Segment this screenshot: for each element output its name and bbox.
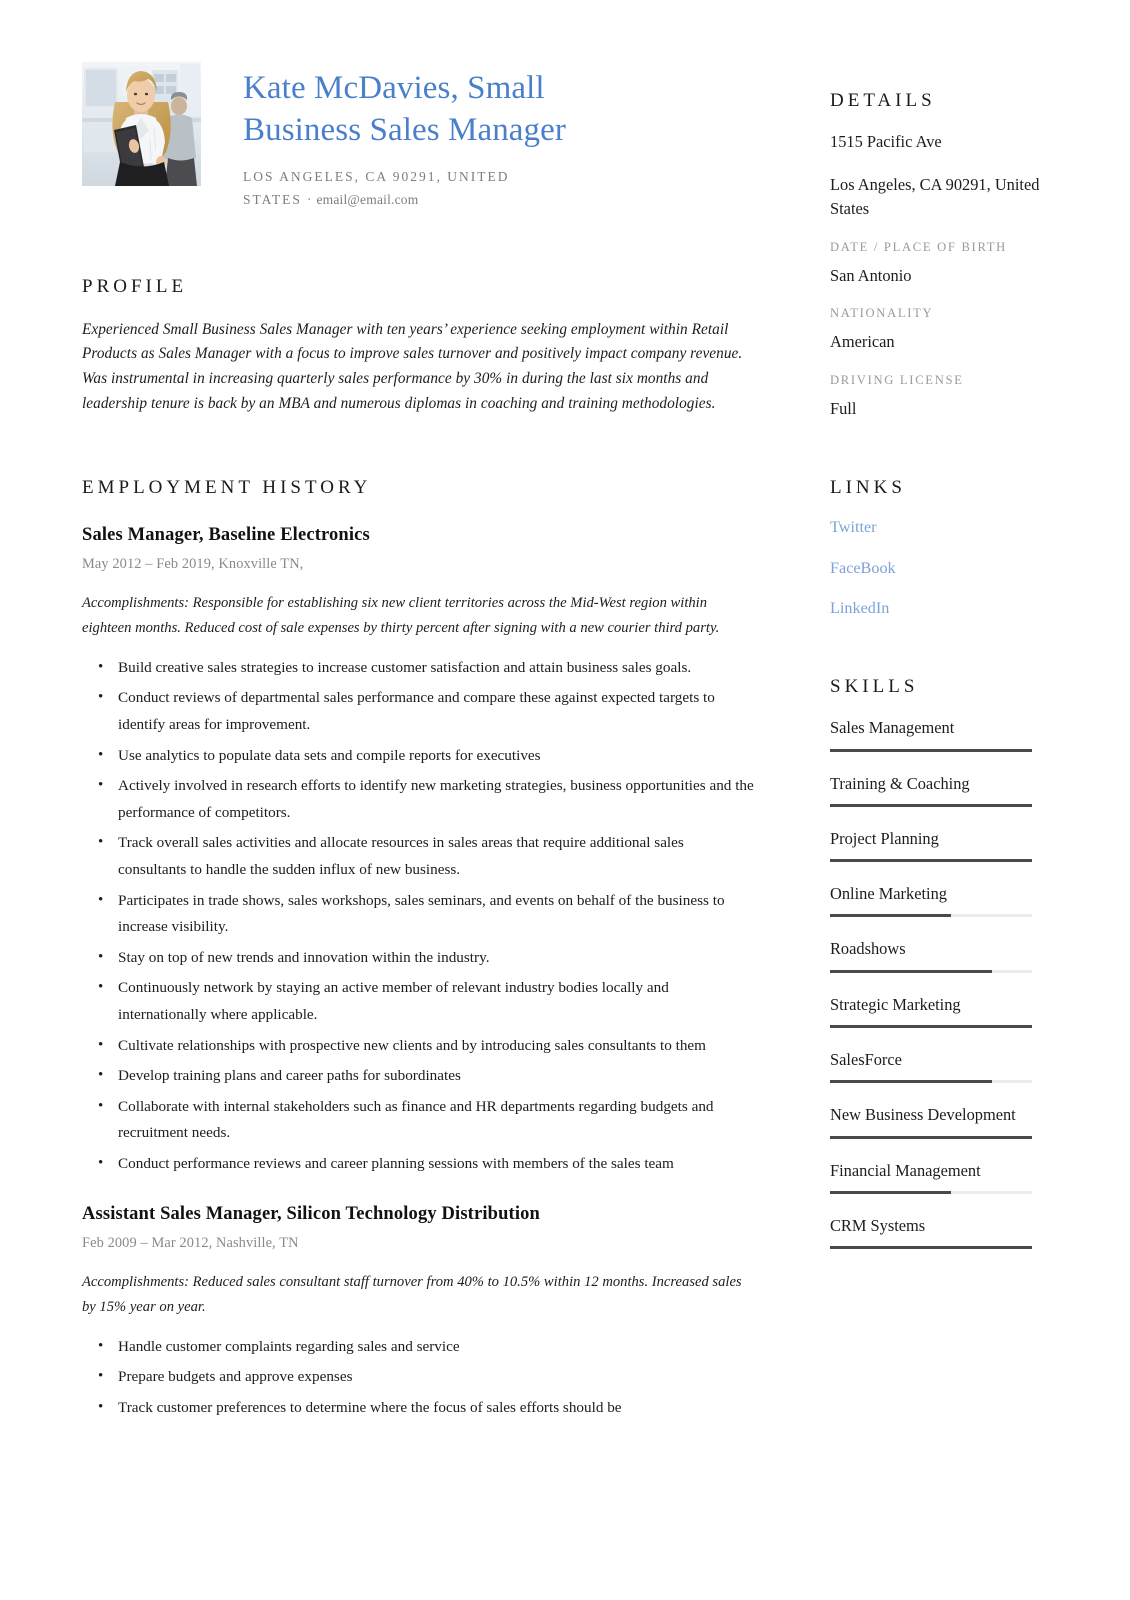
- skill-level-fill: [830, 1080, 992, 1083]
- list-item: • Cultivate relationships with prospective new clients and by introducing sales consultants to them: [116, 1033, 754, 1060]
- list-item: • Track overall sales activities and allocate resources in sales areas that require additional sales consultants to handle the sudden influx of new business.: [116, 830, 754, 883]
- job-meta: May 2012 – Feb 2019, Knoxville TN,: [82, 555, 304, 572]
- job-accomplishments: Accomplishments: Responsible for establishing six new client territories across the Mid-West region within eighteen months. Reduced cost of sale expenses by thirty percent after signing with a new courier third party.: [82, 594, 720, 636]
- skill-name: New Business Development: [830, 1105, 1016, 1125]
- details-heading: DETAILS: [830, 90, 936, 111]
- skill-item: [830, 1048, 1042, 1083]
- skill-item: [830, 772, 1042, 807]
- job-accomplishments: Accomplishments: Reduced sales consultant staff turnover from 40% to 10.5% within 12 months. Increased sales by 15% year on year.: [82, 1273, 742, 1315]
- detail-label-nationality: NATIONALITY: [830, 306, 934, 321]
- contact-separator: ·: [306, 192, 312, 208]
- skill-level-bar: [830, 1136, 1032, 1139]
- job-title: Sales Manager, Baseline Electronics: [82, 524, 370, 545]
- sidebar-column: [830, 62, 1042, 1269]
- link-twitter[interactable]: Twitter: [830, 517, 877, 536]
- list-item: • Participates in trade shows, sales workshops, sales seminars, and events on behalf of the business to increase visibility.: [116, 888, 754, 941]
- skill-level-bar: [830, 914, 1032, 917]
- list-item: • Handle customer complaints regarding sales and service: [116, 1334, 754, 1361]
- links-heading: LINKS: [830, 476, 906, 498]
- skill-level-fill: [830, 1136, 1032, 1139]
- skill-level-fill: [830, 749, 1032, 752]
- skill-level-fill: [830, 1191, 951, 1194]
- skill-item: [830, 882, 1042, 917]
- skill-level-fill: [830, 859, 1032, 862]
- detail-label-dob: DATE / PLACE OF BIRTH: [830, 239, 1007, 254]
- link-facebook[interactable]: FaceBook: [830, 558, 896, 577]
- detail-address-line1: 1515 Pacific Ave: [830, 132, 942, 151]
- detail-label-driving-license: DRIVING LICENSE: [830, 373, 964, 388]
- skill-item: [830, 937, 1042, 972]
- list-item: • Continuously network by staying an active member of relevant industry bodies locally and internationally where applicable.: [116, 975, 754, 1028]
- link-linkedin[interactable]: LinkedIn: [830, 599, 890, 618]
- header-text-block: [243, 62, 754, 212]
- employment-entry: [82, 525, 754, 1178]
- detail-value-driving-license: Full: [830, 399, 857, 419]
- skill-item: [830, 993, 1042, 1028]
- skill-item: [830, 827, 1042, 862]
- contact-email: email@email.com: [316, 192, 419, 208]
- skill-name: Project Planning: [830, 828, 939, 848]
- skill-name: Roadshows: [830, 939, 906, 959]
- skill-item: [830, 1159, 1042, 1194]
- skill-name: Sales Management: [830, 718, 955, 738]
- skill-level-fill: [830, 970, 992, 973]
- list-item: • Actively involved in research efforts to identify new marketing strategies, business opportunities and the performance of competitors.: [116, 773, 754, 826]
- list-item: • Stay on top of new trends and innovation within the industry.: [116, 945, 754, 972]
- list-item: • Prepare budgets and approve expenses: [116, 1364, 754, 1391]
- skill-level-bar: [830, 749, 1032, 752]
- list-item: • Use analytics to populate data sets and compile reports for executives: [116, 743, 754, 770]
- contact-line: [243, 165, 543, 211]
- skill-level-fill: [830, 914, 951, 917]
- skill-item: [830, 1214, 1042, 1249]
- profile-text: Experienced Small Business Sales Manager with ten years’ experience seeking employment within Retail Products as Sales Manager with a focus to improve sales turnover and positively impact company revenue. Was instrumental in increasing quarterly sales performance by 30% in during the last six months and leadership tenure is back by an MBA and numerous diplomas in coaching and training methodologies.: [82, 320, 743, 412]
- skill-level-bar: [830, 804, 1032, 807]
- detail-address-line2: Los Angeles, CA 90291, United States: [830, 174, 1040, 219]
- employment-heading: EMPLOYMENT HISTORY: [82, 476, 372, 498]
- skill-name: Strategic Marketing: [830, 994, 961, 1014]
- list-item: • Conduct performance reviews and career planning sessions with members of the sales team: [116, 1151, 754, 1178]
- skill-level-bar: [830, 970, 1032, 973]
- list-item: • Conduct reviews of departmental sales performance and compare these against expected targets to identify areas for improvement.: [116, 685, 754, 738]
- skill-level-fill: [830, 1246, 1032, 1249]
- skill-name: Online Marketing: [830, 884, 947, 904]
- skills-heading: SKILLS: [830, 676, 919, 698]
- skill-name: Financial Management: [830, 1160, 981, 1180]
- job-title: Assistant Sales Manager, Silicon Technology Distribution: [82, 1203, 540, 1224]
- profile-photo: [82, 62, 201, 186]
- skill-level-fill: [830, 1025, 1032, 1028]
- employment-entry: [82, 1204, 754, 1422]
- skill-level-bar: [830, 1246, 1032, 1249]
- job-meta: Feb 2009 – Mar 2012, Nashville, TN: [82, 1234, 299, 1251]
- resume-header: [82, 62, 754, 212]
- list-item: • Collaborate with internal stakeholders such as finance and HR departments regarding budgets and recruitment needs.: [116, 1094, 754, 1147]
- list-item: • Build creative sales strategies to increase customer satisfaction and attain business sales goals.: [116, 655, 754, 682]
- skill-name: Training & Coaching: [830, 773, 970, 793]
- list-item: • Develop training plans and career paths for subordinates: [116, 1063, 754, 1090]
- contact-address: LOS ANGELES, CA 90291, UNITED STATES: [243, 169, 510, 208]
- skill-level-bar: [830, 1080, 1032, 1083]
- skill-level-bar: [830, 1191, 1032, 1194]
- page-title: Kate McDavies, Small Business Sales Manager: [243, 70, 566, 148]
- skill-item: [830, 1103, 1042, 1138]
- job-duties-list: [82, 655, 754, 1178]
- detail-value-dob: San Antonio: [830, 265, 912, 285]
- job-duties-list: [82, 1334, 754, 1422]
- detail-value-nationality: American: [830, 332, 895, 352]
- skill-level-fill: [830, 804, 1032, 807]
- main-column: [82, 62, 754, 1426]
- profile-heading: PROFILE: [82, 275, 188, 297]
- skill-name: SalesForce: [830, 1050, 902, 1070]
- list-item: • Track customer preferences to determine where the focus of sales efforts should be: [116, 1395, 754, 1422]
- skill-level-bar: [830, 859, 1032, 862]
- skill-level-bar: [830, 1025, 1032, 1028]
- skill-item: [830, 716, 1042, 751]
- skill-name: CRM Systems: [830, 1215, 926, 1235]
